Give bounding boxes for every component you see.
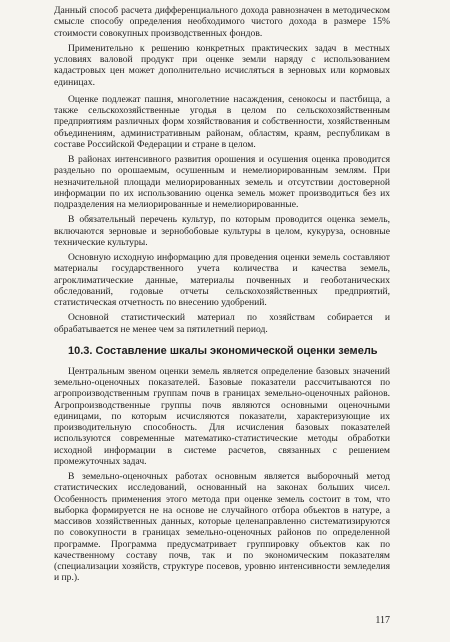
paragraph: Основной статистический материал по хозяйствам собирается и обрабатывается не менее чем за пятилетний период. — [54, 312, 390, 335]
paragraph: Применительно к решению конкретных практических задач в местных условиях валовой продукт при оценке земли наряду с использованием кадастровых цен может дополнительно исчисляться в зерновых или кормовых единицах. — [54, 42, 390, 88]
paragraph: Центральным звеном оценки земель является определение базовых значений земельно-оценочных показателей. Базовые показатели рассчитываются по агропроизводственным группам почв в границах земельно-оценочных районов. Агропроизводственные группы почв являются основными оценочными единицами, по которым исчисляются показатели, характеризующие их производительную способность. Для исчисления базовых показателей используются современные математико-статистические методы обработки исходной информации в системе расчетов, связанных с решением промежуточных задач. — [54, 365, 390, 467]
paragraph: В обязательный перечень культур, по которым проводится оценка земель, включаются зерновые и зернобобовые культуры в целом, кукуруза, основные технические культуры. — [54, 214, 390, 248]
paragraph: Данный способ расчета дифференциального дохода равнозначен в методическом смысле способу определения необходимого чистого дохода в размере 15% стоимости совокупных производственных фондов. — [54, 5, 390, 39]
paragraph: Основную исходную информацию для проведения оценки земель составляют материалы государственного учета количества и качества земель, агроклиматические данные, материалы почвенных и геоботанических обследований, годовые отчеты сельскохозяйственных предприятий, статистическая отчетность по внесению удобрений. — [54, 252, 390, 308]
page-number: 117 — [375, 615, 390, 626]
paragraph: Оценке подлежат пашня, многолетние насаждения, сенокосы и пастбища, а также сельскохозяйственные угодья в целом по сельскохозяйственным предприятиям различных форм хозяйствования и собственности, хозяйственным объединениям, административным районам, областям, краям, республикам в составе Российской Федерации и стране в целом. — [54, 93, 390, 150]
paragraph: В районах интенсивного развития орошения и осушения оценка проводится раздельно по орошаемым, осушенным и немелиорированным землям. При незначительной площади мелиорированных земель и отсутствии достоверной информации по их использованию оценка земель может производиться без их подразделения на мелиорированные и немелиорированные. — [54, 154, 390, 210]
paragraph: В земельно-оценочных работах основным является выборочный метод статистических исследований, основанный на законах больших чисел. Особенность применения этого метода при оценке земель состоит в том, что выборка формируется не на основе не случайного отбора объектов в натуре, а массивов хозяйственных данных, которые целенаправленно систематизируются по совокупности в границах земельно-оценочных районов по определенной программе. Программа предусматривает группировку объектов как по качественному составу почв, так и по экономическим показателям (специализации хозяйств, структуре посевов, уровню интенсивности земледелия и пр.). — [54, 471, 390, 584]
section-heading: 10.3. Составление шкалы экономической оценки земель — [68, 344, 378, 357]
